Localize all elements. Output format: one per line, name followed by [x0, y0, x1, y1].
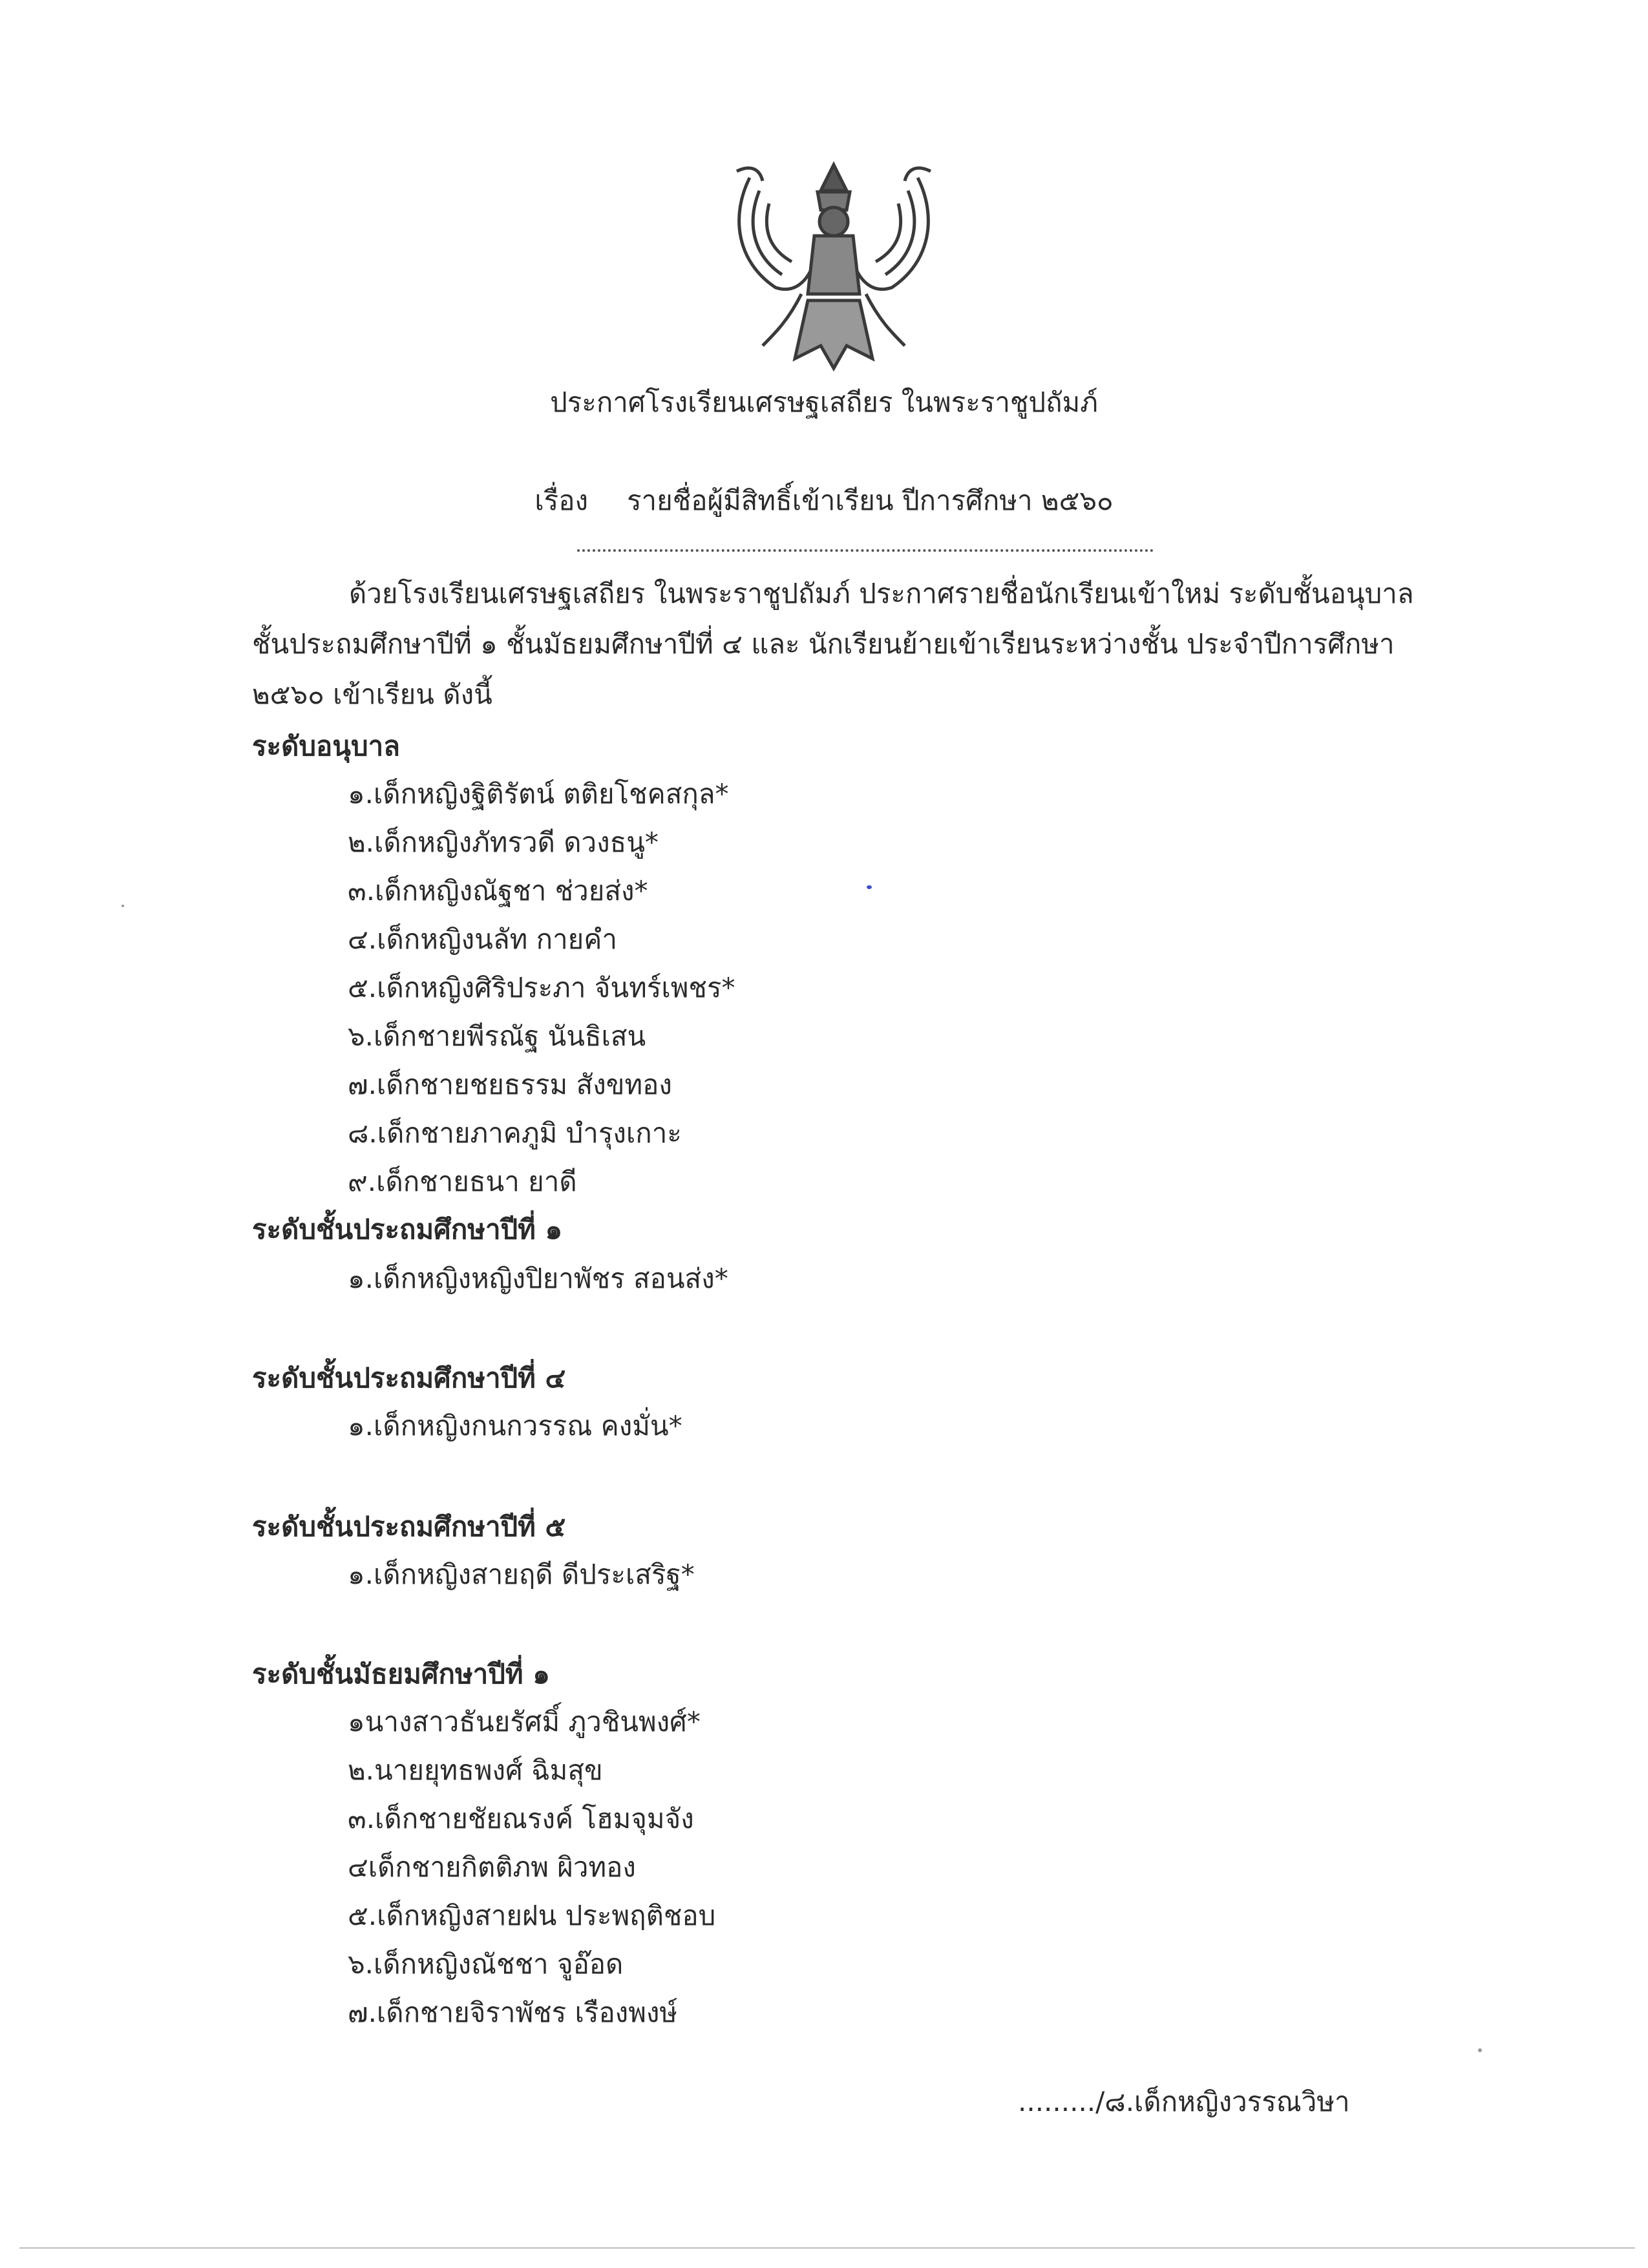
list-item: ๑.เด็กหญิงหญิงปิยาพัชร สอนส่ง* — [348, 1263, 728, 1294]
list-item: ๙.เด็กชายธนา ยาดี — [348, 1166, 577, 1197]
continuation-reference: ........./๘.เด็กหญิงวรรณวิษา — [1018, 2086, 1350, 2117]
list-item: ๓.เด็กชายชัยณรงค์ โฮมจุมจัง — [348, 1803, 694, 1834]
subject-label: เรื่อง — [534, 485, 588, 516]
scan-speck — [867, 885, 872, 889]
dotted-divider — [577, 549, 1154, 552]
garuda-emblem-icon — [724, 152, 944, 378]
scan-speck — [1478, 2048, 1482, 2052]
list-item: ๒.นายยุทธพงศ์ ฉิมสุข — [348, 1754, 603, 1786]
list-item: ๖.เด็กชายพีรณัฐ นันธิเสน — [348, 1020, 646, 1052]
list-item: ๑.เด็กหญิงฐิติรัตน์ ตติยโชคสกุล* — [348, 778, 729, 810]
list-item: ๔เด็กชายกิตติภพ ผิวทอง — [348, 1851, 636, 1883]
section-heading-secondary-1: ระดับชั้นมัธยมศึกษาปีที่ ๑ — [252, 1658, 550, 1690]
list-item: ๗.เด็กชายชยธรรม สังขทอง — [348, 1069, 672, 1100]
scan-edge-line — [19, 2247, 1635, 2249]
list-item: ๕.เด็กหญิงสายฝน ประพฤติชอบ — [348, 1900, 716, 1931]
list-item: ๘.เด็กชายภาคภูมิ บำรุงเกาะ — [348, 1117, 682, 1149]
list-item: ๔.เด็กหญิงนลัท กายคำ — [348, 923, 617, 955]
section-heading-primary-4: ระดับชั้นประถมศึกษาปีที่ ๔ — [252, 1362, 566, 1394]
list-item: ๗.เด็กชายจิราพัชร เรืองพงษ์ — [348, 1997, 678, 2028]
intro-line: ชั้นประถมศึกษาปีที่ ๑ ชั้นมัธยมศึกษาปีที่ ๔ และ นักเรียนย้ายเข้าเรียนระหว่างชั้น ประจำปีการศึกษา — [252, 628, 1395, 660]
section-heading-primary-5: ระดับชั้นประถมศึกษาปีที่ ๕ — [252, 1511, 566, 1542]
scan-speck — [121, 905, 124, 907]
list-item: ๖.เด็กหญิงณัชชา จูอ๊อด — [348, 1948, 624, 1980]
list-item: ๕.เด็กหญิงศิริประภา จันทร์เพชร* — [348, 972, 735, 1003]
intro-line: ด้วยโรงเรียนเศรษฐเสถียร ในพระราชูปถัมภ์ ประกาศรายชื่อนักเรียนเข้าใหม่ ระดับชั้นอนุบาล — [349, 578, 1414, 609]
list-item: ๓.เด็กหญิงณัฐชา ช่วยส่ง* — [348, 875, 648, 907]
list-item: ๑นางสาวธันยรัศมิ์ ภูวชินพงศ์* — [348, 1706, 701, 1738]
intro-line: ๒๕๖๐ เข้าเรียน ดังนี้ — [252, 678, 492, 710]
list-item: ๒.เด็กหญิงภัทรวดี ดวงธนู* — [348, 826, 659, 858]
announcement-subject — [0, 479, 1648, 522]
announcement-title: ประกาศโรงเรียนเศรษฐเสถียร ในพระราชูปถัมภ์ — [550, 386, 1098, 418]
subject-text: รายชื่อผู้มีสิทธิ์เข้าเรียน ปีการศึกษา ๒๕๖๐ — [626, 485, 1114, 516]
list-item: ๑.เด็กหญิงสายฤดี ดีประเสริฐ* — [348, 1559, 695, 1590]
intro-paragraph — [252, 569, 1415, 720]
section-heading-primary-1: ระดับชั้นประถมศึกษาปีที่ ๑ — [252, 1213, 563, 1245]
list-item: ๑.เด็กหญิงกนกวรรณ คงมั่น* — [348, 1410, 682, 1442]
section-heading-kindergarten: ระดับอนุบาล — [252, 730, 400, 762]
